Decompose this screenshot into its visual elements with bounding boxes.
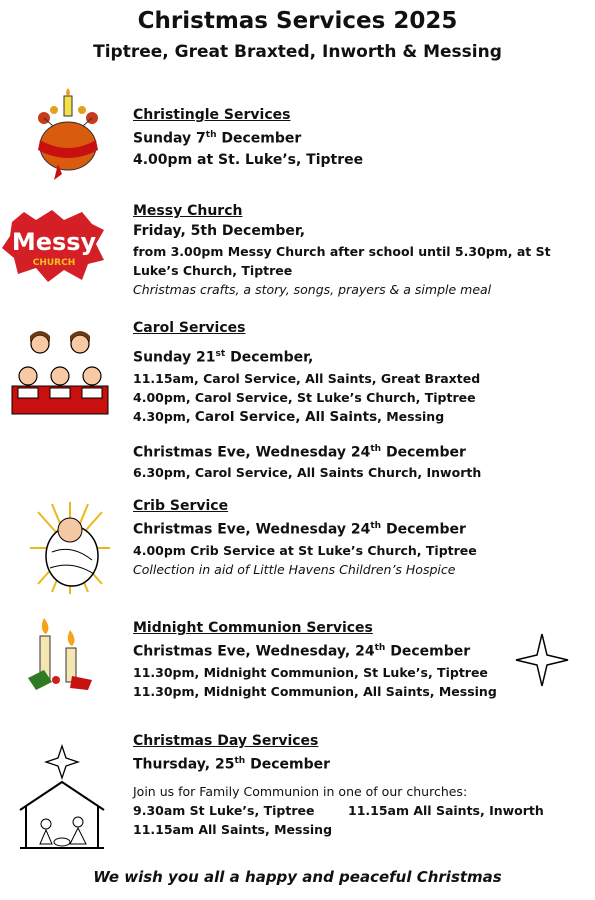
messy-date: Friday, 5th December, bbox=[133, 223, 306, 239]
page-subtitle: Tiptree, Great Braxted, Inworth & Messing bbox=[93, 42, 502, 62]
crib-note: Collection in aid of Little Havens Children’s Hospice bbox=[133, 561, 456, 577]
messy-logo-text: Messy bbox=[11, 228, 97, 256]
carol-date-eve: Christmas Eve, Wednesday 24th December bbox=[133, 443, 466, 461]
messy-heading: Messy Church bbox=[133, 203, 243, 219]
day-date: Thursday, 25th December bbox=[133, 756, 330, 773]
christingle-heading: Christingle Services bbox=[133, 107, 291, 123]
christingle-date: Sunday 7th December bbox=[133, 130, 302, 147]
nativity-stable-icon bbox=[16, 744, 108, 850]
carol-line: 11.15am, Carol Service, All Saints, Great Braxted bbox=[133, 370, 481, 386]
day-intro: Join us for Family Communion in one of our churches: bbox=[133, 783, 468, 799]
midnight-line: 11.30pm, Midnight Communion, All Saints, Messing bbox=[133, 683, 497, 699]
carol-date-sunday: Sunday 21st December, bbox=[133, 349, 314, 366]
page-title: Christmas Services 2025 bbox=[137, 8, 458, 34]
carol-heading: Carol Services bbox=[133, 320, 246, 336]
midnight-date: Christmas Eve, Wednesday, 24th December bbox=[133, 643, 471, 660]
crib-date: Christmas Eve, Wednesday 24th December bbox=[133, 521, 466, 538]
crib-time: 4.00pm Crib Service at St Luke’s Church, Tiptree bbox=[133, 542, 477, 558]
messy-note: Christmas crafts, a story, songs, prayers & a simple meal bbox=[133, 282, 492, 297]
messy-logo-subtext: CHURCH bbox=[32, 258, 76, 268]
carol-line: 6.30pm, Carol Service, All Saints Church, Inworth bbox=[133, 465, 482, 481]
carol-line: 4.30pm, Carol Service, All Saints, Messing bbox=[133, 408, 445, 425]
day-locations-row: 9.30am St Luke’s, Tiptree 11.15am All Saints, Inworth bbox=[133, 802, 544, 818]
carol-line: 4.00pm, Carol Service, St Luke’s Church, Tiptree bbox=[133, 389, 476, 405]
day-location: 11.15am All Saints, Messing bbox=[133, 821, 333, 837]
christingle-icon bbox=[32, 86, 104, 182]
crib-heading: Crib Service bbox=[133, 498, 229, 514]
christingle-time: 4.00pm at St. Luke’s, Tiptree bbox=[133, 151, 364, 168]
midnight-heading: Midnight Communion Services bbox=[133, 620, 373, 636]
midnight-line: 11.30pm, Midnight Communion, St Luke’s, Tiptree bbox=[133, 664, 488, 680]
candles-icon bbox=[22, 616, 108, 696]
messy-church-logo bbox=[2, 208, 106, 284]
baby-jesus-icon bbox=[28, 500, 112, 596]
footer-message: We wish you all a happy and peaceful Christmas bbox=[93, 868, 502, 886]
day-heading: Christmas Day Services bbox=[133, 733, 319, 749]
carol-singers-icon bbox=[8, 326, 114, 418]
messy-detail: from 3.00pm Messy Church after school until 5.30pm, at St Luke’s Church, Tiptree bbox=[133, 244, 551, 278]
